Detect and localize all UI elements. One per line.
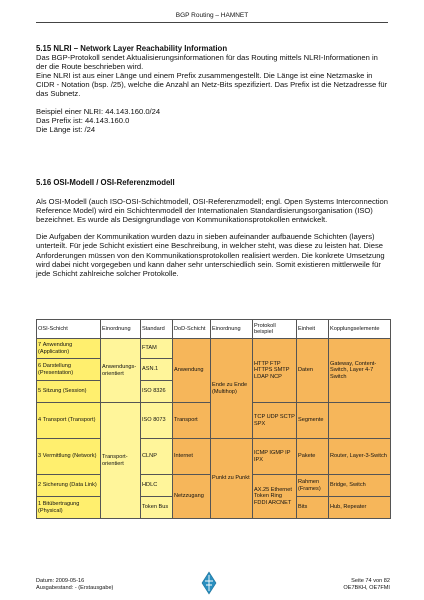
einordnung-transport: Transport-orientiert bbox=[101, 403, 141, 519]
einordnung-p2p: Punkt zu Punkt bbox=[211, 439, 253, 519]
standard-hdlc: HDLC bbox=[141, 475, 173, 497]
kopplung-bridge: Bridge, Switch bbox=[329, 475, 391, 497]
einheit-segmente: Segmente bbox=[297, 403, 329, 439]
einheit-daten: Daten bbox=[297, 339, 329, 403]
einordnung-e2e: Ende zu Ende (Multihop) bbox=[211, 339, 253, 439]
table-row bbox=[37, 439, 391, 475]
standard-asn1: ASN.1 bbox=[141, 359, 173, 381]
header-rule bbox=[36, 22, 388, 23]
col-header: Einordnung bbox=[101, 320, 141, 339]
nlri-para-1: Das BGP-Protokoll sendet Aktualisierungsinformationen für das Routing mittels NLRI-Informationen in der die Route beschrieben wird. bbox=[36, 53, 378, 72]
heading-5-16: 5.16 OSI-Modell / OSI-Referenzmodell bbox=[36, 178, 175, 187]
dod-transport: Transport bbox=[173, 403, 211, 439]
layer-name: Sicherung (Data Link) bbox=[42, 482, 97, 489]
einheit-pakete: Pakete bbox=[297, 439, 329, 475]
section-nlri bbox=[36, 44, 388, 134]
table-header-row bbox=[37, 320, 391, 339]
layer-number: 7 bbox=[38, 342, 42, 349]
col-header: Protokoll beispiel bbox=[253, 320, 297, 339]
standard-ftam: FTAM bbox=[141, 339, 173, 359]
einheit-rahmen: Rahmen (Frames) bbox=[297, 475, 329, 497]
osi-layer-2 bbox=[37, 475, 101, 497]
layer-number: 5 bbox=[38, 388, 42, 395]
einheit-bits: Bits bbox=[297, 497, 329, 519]
einordnung-app: Anwendungs-orientiert bbox=[101, 339, 141, 403]
col-header: OSI-Schicht bbox=[37, 320, 101, 339]
col-header: Einordnung bbox=[211, 320, 253, 339]
nlri-example-1: Beispiel einer NLRI: 44.143.160.0/24 bbox=[36, 106, 161, 116]
page-header: BGP Routing – HAMNET bbox=[175, 12, 249, 19]
protocols-datalink: AX.25 Ethernet Token Ring FDDI ARCNET bbox=[253, 475, 297, 519]
kopplung-gateway: Gateway, Content-Switch, Layer 4-7 Switch bbox=[329, 339, 391, 403]
layer-name: Sitzung (Session) bbox=[42, 388, 87, 395]
osi-layer-6 bbox=[37, 359, 101, 381]
heading-5-15: 5.15 NLRI – Network Layer Reachability Information bbox=[36, 44, 228, 53]
osi-para-1: Als OSI-Modell (auch ISO-OSI-Schichtmodell, OSI-Referenzmodell; engl. Open Systems Interconnection Reference Model) wird ein Schichtenmodell der Internationalen Standardisierungsorganisation (ISO) bezeichnet. Es wurde als Designgrundlage von Kommunikationsprotokollen entwickelt. bbox=[36, 197, 388, 225]
footer-right bbox=[343, 578, 390, 591]
layer-name: Transport (Transport) bbox=[42, 417, 96, 424]
col-header: DoD-Schicht bbox=[173, 320, 211, 339]
kopplung-empty bbox=[329, 403, 391, 439]
kopplung-router: Router, Layer-3-Switch bbox=[329, 439, 391, 475]
osi-layer-1 bbox=[37, 497, 101, 519]
protocols-transport: TCP UDP SCTP SPX bbox=[253, 403, 297, 439]
footer-authors: OE7BKH, OE7FMI bbox=[343, 584, 390, 591]
osi-para-2: Die Aufgaben der Kommunikation wurden dazu in sieben aufeinander aufbauende Schichten (layers) unterteilt. Für jede Schicht existiert eine Beschreibung, in welcher steht, was diese zu leisten hat. Diese Anforderungen müssen von den Kommunikationsprotokollen realisiert werden. Die konkrete Umsetzung wird dabei nicht vorgegeben und kann daher sehr unterschiedlich sein. Somit existieren mittlerweile für jede Schicht zahlreiche solcher Protokolle. bbox=[36, 232, 385, 278]
osi-table bbox=[36, 319, 391, 519]
standard-tokenbus: Token Bus bbox=[141, 497, 173, 519]
dod-internet: Internet bbox=[173, 439, 211, 475]
footer-page: Seite 74 von 82 bbox=[351, 578, 390, 584]
col-header: Kopplungselemente bbox=[329, 320, 391, 339]
layer-name: Darstellung (Presentation) bbox=[38, 363, 74, 376]
osi-layer-3 bbox=[37, 439, 101, 475]
standard-iso8326: ISO 8326 bbox=[141, 381, 173, 403]
col-header: Standard bbox=[141, 320, 173, 339]
osi-table-wrapper bbox=[36, 319, 390, 583]
layer-name: Vermittlung (Network) bbox=[42, 453, 97, 460]
kopplung-hub: Hub, Repeater bbox=[329, 497, 391, 519]
standard-clnp: CLNP bbox=[141, 439, 173, 475]
table-row bbox=[37, 339, 391, 359]
footer-left bbox=[36, 578, 113, 591]
col-header: Einheit bbox=[297, 320, 329, 339]
footer-date: Datum: 2009-05-16 bbox=[36, 578, 85, 584]
nlri-para-2: Eine NLRI ist aus einer Länge und einem Prefix zusammengestellt. Die Länge ist eine Netzmaske in CIDR - Notation (bsp. /25), welche die Anzahl an Netz-Bits spezifiziert. Das Prefix ist die Netzadresse für das Subnetz. bbox=[36, 71, 388, 99]
layer-number: 6 bbox=[38, 363, 42, 370]
nlri-example-3: Die Länge ist: /24 bbox=[36, 124, 96, 134]
layer-number: 2 bbox=[38, 482, 42, 489]
osi-layer-7 bbox=[37, 339, 101, 359]
layer-number: 4 bbox=[38, 417, 42, 424]
layer-name: Bitübertragung (Physical) bbox=[38, 501, 80, 514]
nlri-example-2: Das Prefix ist: 44.143.160.0 bbox=[36, 115, 130, 125]
osi-layer-5 bbox=[37, 381, 101, 403]
footer-edition: Ausgabestand: - (Erstausgabe) bbox=[36, 584, 114, 591]
standard-iso8073: ISO 8073 bbox=[141, 403, 173, 439]
layer-name: Anwendung (Application) bbox=[38, 342, 73, 355]
dod-anwendung: Anwendung bbox=[173, 339, 211, 403]
dod-netzzugang: Netzzugang bbox=[173, 475, 211, 519]
osi-layer-4 bbox=[37, 403, 101, 439]
hamnet-logo-icon bbox=[201, 571, 217, 595]
layer-number: 3 bbox=[38, 453, 42, 460]
protocols-app: HTTP FTP HTTPS SMTP LDAP NCP bbox=[253, 339, 297, 403]
protocols-network: ICMP IGMP IP IPX bbox=[253, 439, 297, 475]
section-osi bbox=[36, 178, 388, 278]
layer-number: 1 bbox=[38, 501, 42, 508]
